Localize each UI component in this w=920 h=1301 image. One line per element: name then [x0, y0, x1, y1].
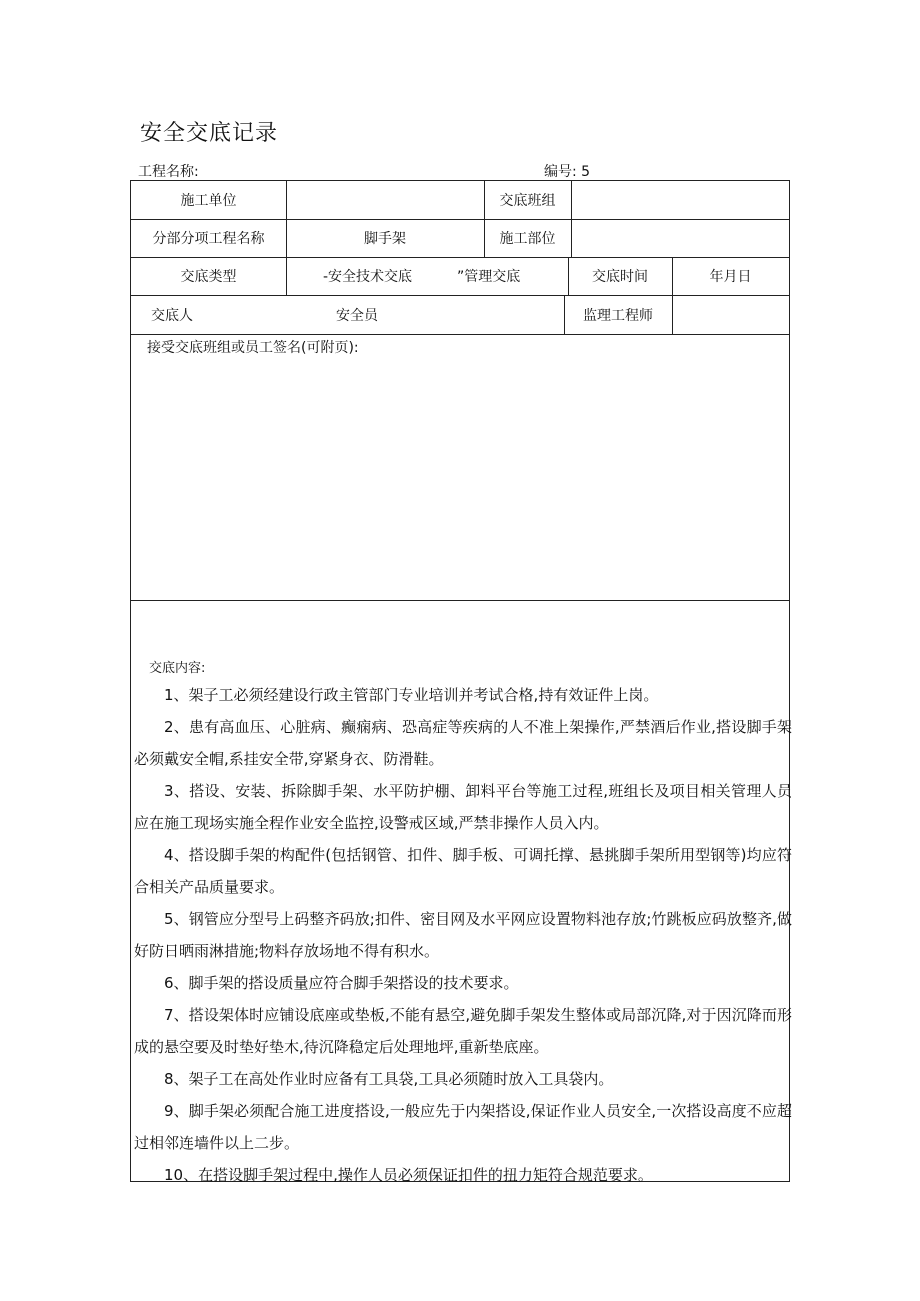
subproject-value: 脚手架: [364, 231, 406, 247]
project-name-label: 工程名称:: [138, 164, 199, 180]
supervisor-value: [672, 295, 789, 334]
location-label: 施工部位: [499, 231, 556, 247]
content-item-1: 1、架子工必须经建设行政主管部门专业培训并考试合格,持有效证件上岗。: [164, 686, 659, 704]
presenter-value: 安全员: [336, 307, 378, 324]
content-item-5: 5、钢管应分型号上码整齐码放;扣件、密目网及水平网应设置物料池存放;竹跳板应码放整齐,做好防日晒雨淋措施;物料存放场地不得有积水。: [134, 910, 792, 960]
content-item-10: 10、在搭设脚手架过程中,操作人员必须保证扣件的扭力矩符合规范要求。: [164, 1166, 653, 1184]
row-divider: [131, 600, 789, 601]
content-item-3: 3、搭设、安装、拆除脚手架、水平防护棚、卸料平台等施工过程,班组长及项目相关管理人员应在施工现场实施全程作业安全监控,设警戒区域,严禁非操作人员入内。: [134, 782, 792, 832]
type-option-management: ”管理交底: [457, 269, 521, 285]
disclosure-type-label: 交底类型: [180, 269, 237, 285]
content-item-2: 2、患有高血压、心脏病、癫痫病、恐高症等疾病的人不准上架操作,严禁酒后作业,搭设脚手架必须戴安全帽,系挂安全带,穿紧身衣、防滑鞋。: [134, 718, 792, 768]
content-heading: 交底内容:: [149, 661, 206, 676]
number-value: 5: [581, 164, 591, 180]
document-title: 安全交底记录: [140, 121, 279, 146]
subproject-label: 分部分项工程名称: [152, 231, 265, 247]
content-item-6: 6、脚手架的搭设质量应符合脚手架搭设的技术要求。: [164, 974, 519, 992]
disclosure-time-label: 交底时间: [592, 269, 648, 285]
type-option-safety: -安全技术交底: [323, 269, 413, 285]
construction-unit-label: 施工单位: [180, 193, 237, 209]
construction-unit-value: [286, 181, 484, 219]
document-number: [544, 161, 590, 181]
team-value: [571, 181, 789, 219]
supervisor-label: 监理工程师: [583, 307, 653, 324]
signature-label: 接受交底班组或员工签名(可附页):: [147, 340, 359, 356]
content-item-4: 4、搭设脚手架的构配件(包括钢管、扣件、脚手板、可调托撑、悬挑脚手架所用型钢等)均应符合相关产品质量要求。: [134, 846, 792, 896]
number-label: 编号:: [544, 164, 577, 180]
location-value: [571, 219, 789, 257]
content-item-9: 9、脚手架必须配合施工进度搭设,一般应先于内架搭设,保证作业人员安全,一次搭设高度不应超过相邻连墙件以上二步。: [134, 1102, 792, 1152]
team-label: 交底班组: [499, 193, 556, 209]
content-item-7: 7、搭设架体时应铺设底座或垫板,不能有悬空,避免脚手架发生整体或局部沉降,对于因沉降而形成的悬空要及时垫好垫木,待沉降稳定后处理地坪,重新垫底座。: [134, 1006, 792, 1056]
presenter-label: 交底人: [151, 307, 193, 324]
disclosure-table: [130, 180, 790, 1182]
disclosure-time-value: 年月日: [709, 269, 752, 285]
content-item-8: 8、架子工在高处作业时应备有工具袋,工具必须随时放入工具袋内。: [164, 1070, 614, 1088]
